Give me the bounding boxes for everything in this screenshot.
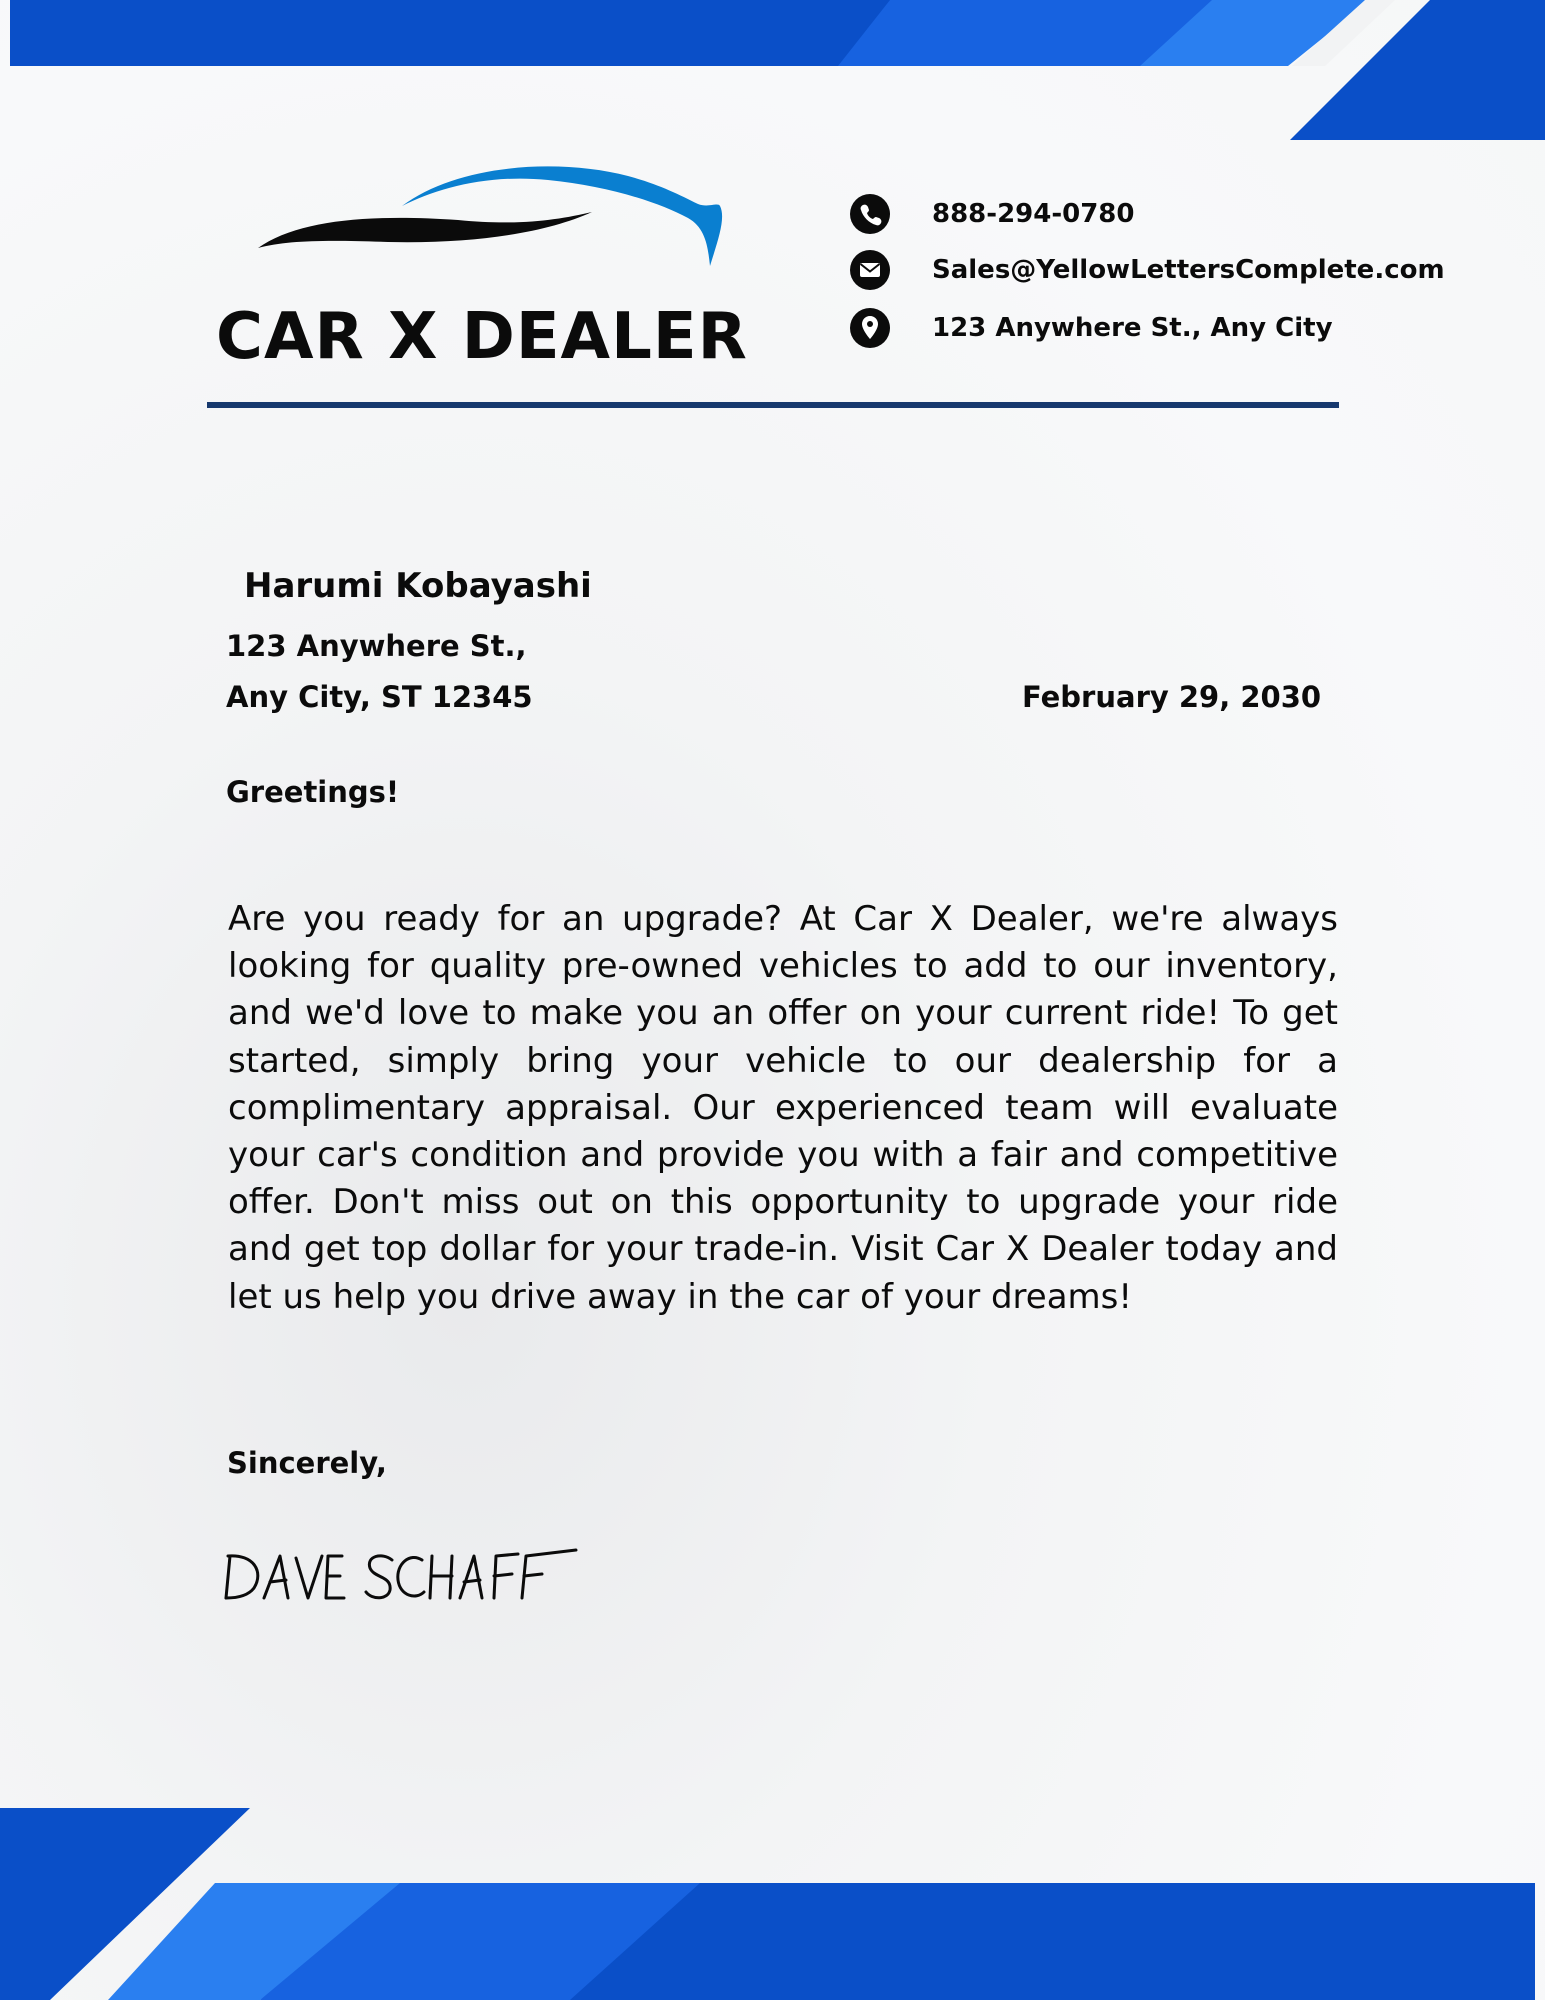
header-divider	[207, 402, 1339, 408]
email-icon	[850, 250, 890, 290]
phone-icon	[850, 194, 890, 234]
contact-phone	[850, 192, 1135, 236]
recipient-address-line1: 123 Anywhere St.,	[226, 629, 527, 663]
company-name: CAR X DEALER	[216, 300, 748, 374]
letter-date: February 29, 2030	[1022, 680, 1322, 714]
recipient-name: Harumi Kobayashi	[244, 566, 592, 606]
greeting: Greetings!	[226, 775, 400, 809]
letter-body: Are you ready for an upgrade? At Car X Dealer, we're always looking for quality pre-owned vehicles to add to our inventory, and we'd love to make you an offer on your current ride! To get started, simply bring your vehicle to our dealership for a complimentary appraisal. Our experienced team will evaluate your car's condition and provide you with a fair and competitive offer. Don't miss out on this opportunity to upgrade your ride and get top dollar for your trade-in. Visit Car X Dealer today and let us help you drive away in the car of your dreams!	[228, 899, 1338, 1317]
signature	[224, 1548, 584, 1604]
closing: Sincerely,	[227, 1446, 387, 1480]
phone-number[interactable]: 888-294-0780	[932, 199, 1135, 229]
contact-address	[850, 306, 1333, 350]
street-address: 123 Anywhere St., Any City	[932, 313, 1333, 343]
email-address[interactable]: Sales@YellowLettersComplete.com	[932, 255, 1445, 285]
location-pin-icon	[850, 308, 890, 348]
contact-email	[850, 248, 1445, 292]
recipient-address-line2: Any City, ST 12345	[226, 680, 533, 714]
car-logo	[258, 158, 728, 270]
